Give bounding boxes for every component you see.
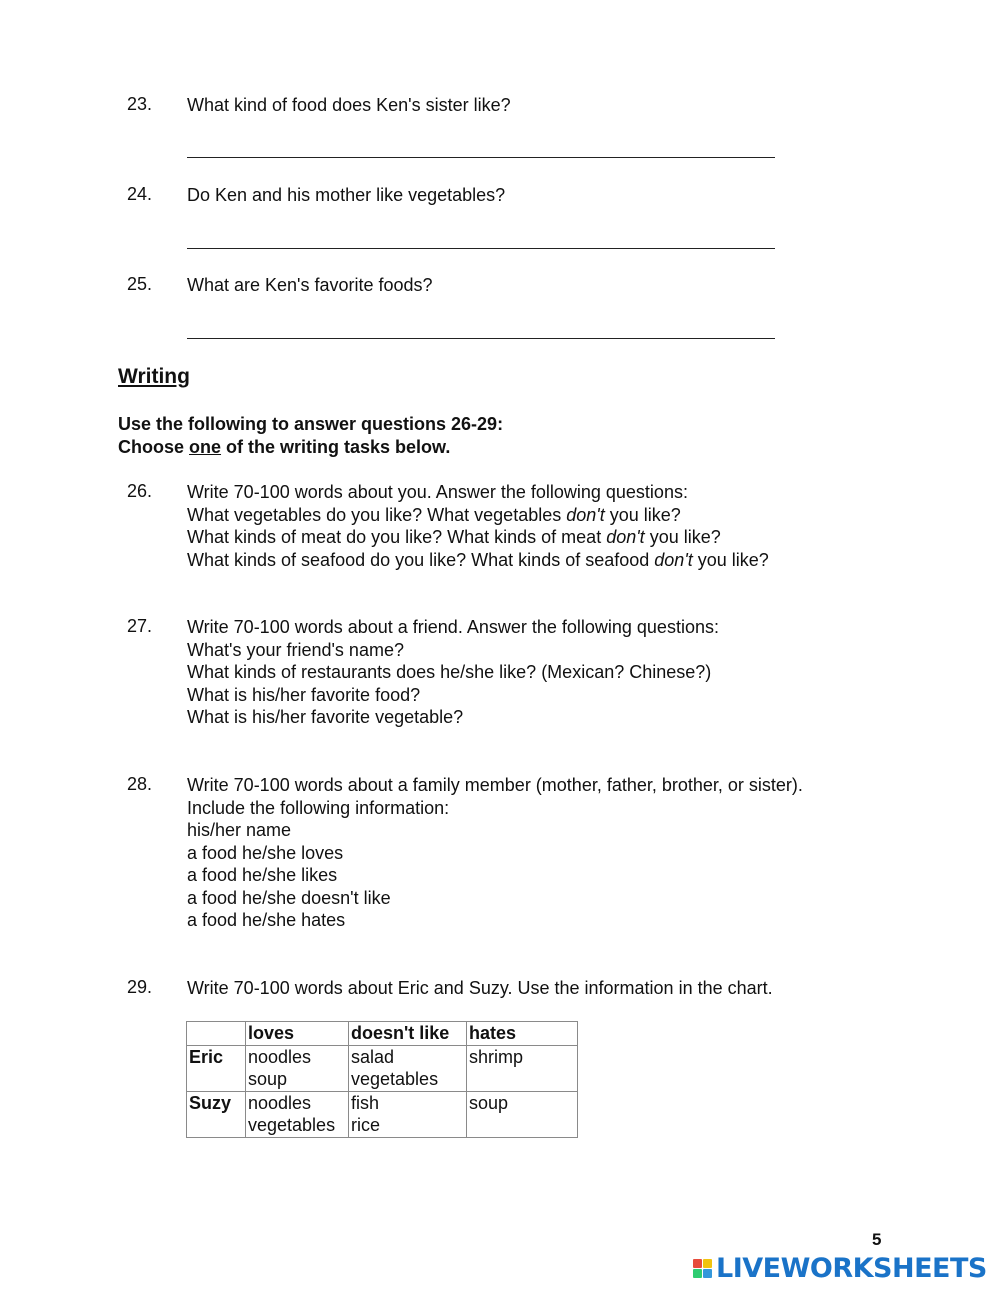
question-line: What's your friend's name? (187, 639, 404, 660)
question-line: What is his/her favorite food? (187, 684, 421, 705)
answer-line[interactable] (187, 157, 775, 158)
line-text: you like? (644, 527, 721, 547)
question-number: 23. (127, 94, 153, 114)
table-header-row (187, 1022, 578, 1046)
question-line: What kinds of restaurants does he/she like? (Mexican? Chinese?) (187, 662, 712, 682)
question-text: What are Ken's favorite foods? (187, 275, 433, 295)
question-line (187, 504, 769, 527)
table-cell (349, 1091, 467, 1137)
question-text: Write 70-100 words about Eric and Suzy. Use the information in the chart. (187, 978, 773, 998)
question-number: 24. (127, 184, 153, 204)
question-line (187, 526, 769, 549)
section-heading-writing: Writing (118, 365, 190, 388)
question-line: Write 70-100 words about you. Answer the following questions: (187, 482, 688, 502)
cell-item: vegetables (248, 1115, 336, 1135)
instruction-text: of the writing tasks below. (221, 436, 451, 457)
question-text: What kind of food does Ken's sister like? (187, 95, 511, 115)
question-number: 25. (127, 274, 153, 294)
cell-item: noodles (248, 1092, 312, 1113)
answer-line[interactable] (187, 248, 775, 249)
logo-block (703, 1269, 712, 1278)
table-header-cell: hates (467, 1022, 578, 1046)
question-number: 29. (127, 977, 153, 997)
instruction-line: Use the following to answer questions 26-29: (118, 414, 504, 434)
question-line: What is his/her favorite vegetable? (187, 707, 464, 727)
question-number: 26. (127, 481, 153, 501)
question-line: his/her name (187, 820, 292, 840)
table-header-cell: loves (246, 1022, 349, 1046)
liveworksheets-blocks-icon (693, 1259, 712, 1278)
cell-item: noodles (248, 1046, 312, 1067)
instruction-line (118, 436, 503, 459)
question-line: a food he/she doesn't like (187, 887, 391, 908)
cell-item: vegetables (351, 1069, 439, 1089)
table-cell: soup (467, 1091, 578, 1137)
writing-instructions (118, 413, 503, 458)
question-text (187, 481, 769, 571)
table-cell: shrimp (467, 1045, 578, 1091)
table-row (187, 1045, 578, 1091)
table-header-cell: doesn't like (349, 1022, 467, 1046)
question-line: a food he/she likes (187, 865, 338, 885)
line-text: What kinds of seafood do you like? What kinds of seafood (187, 549, 655, 570)
line-text: you like? (604, 504, 681, 525)
logo-block (693, 1269, 702, 1278)
table-cell (246, 1091, 349, 1137)
line-text: What kinds of meat do you like? What kinds of meat (187, 527, 607, 547)
line-text: What vegetables do you like? What vegetables (187, 504, 567, 525)
answer-line[interactable] (187, 338, 775, 339)
logo-block (703, 1259, 712, 1268)
question-text: Do Ken and his mother like vegetables? (187, 185, 506, 205)
table-cell (246, 1045, 349, 1091)
instruction-text: Choose (118, 436, 190, 457)
question-number: 27. (127, 616, 153, 636)
cell-item: soup (248, 1069, 288, 1089)
line-emphasis: don't (566, 504, 605, 525)
question-line (187, 549, 769, 572)
question-line: a food he/she hates (187, 910, 346, 930)
food-preferences-table (186, 1021, 578, 1138)
table-row (187, 1091, 578, 1137)
page-number: 5 (872, 1230, 882, 1249)
question-text (187, 774, 803, 932)
cell-item: rice (351, 1115, 381, 1135)
liveworksheets-logo (693, 1253, 987, 1284)
instruction-emphasis: one (189, 436, 222, 457)
table-row-name: Suzy (187, 1091, 246, 1137)
logo-block (693, 1259, 702, 1268)
question-text (187, 616, 719, 729)
line-text: you like? (692, 549, 769, 570)
cell-item: salad (351, 1046, 395, 1067)
line-emphasis: don't (606, 527, 645, 547)
question-line: a food he/she loves (187, 842, 344, 863)
question-line: Include the following information: (187, 797, 450, 818)
question-number: 28. (127, 774, 153, 794)
question-line: Write 70-100 words about a friend. Answer the following questions: (187, 617, 719, 637)
line-emphasis: don't (654, 549, 693, 570)
table-row-name: Eric (187, 1045, 246, 1091)
table-cell (349, 1045, 467, 1091)
logo-text: LIVEWORKSHEETS (716, 1253, 987, 1284)
cell-item: fish (351, 1092, 380, 1113)
question-line: Write 70-100 words about a family member (mother, father, brother, or sister). (187, 775, 803, 795)
table-header-cell (187, 1022, 246, 1046)
